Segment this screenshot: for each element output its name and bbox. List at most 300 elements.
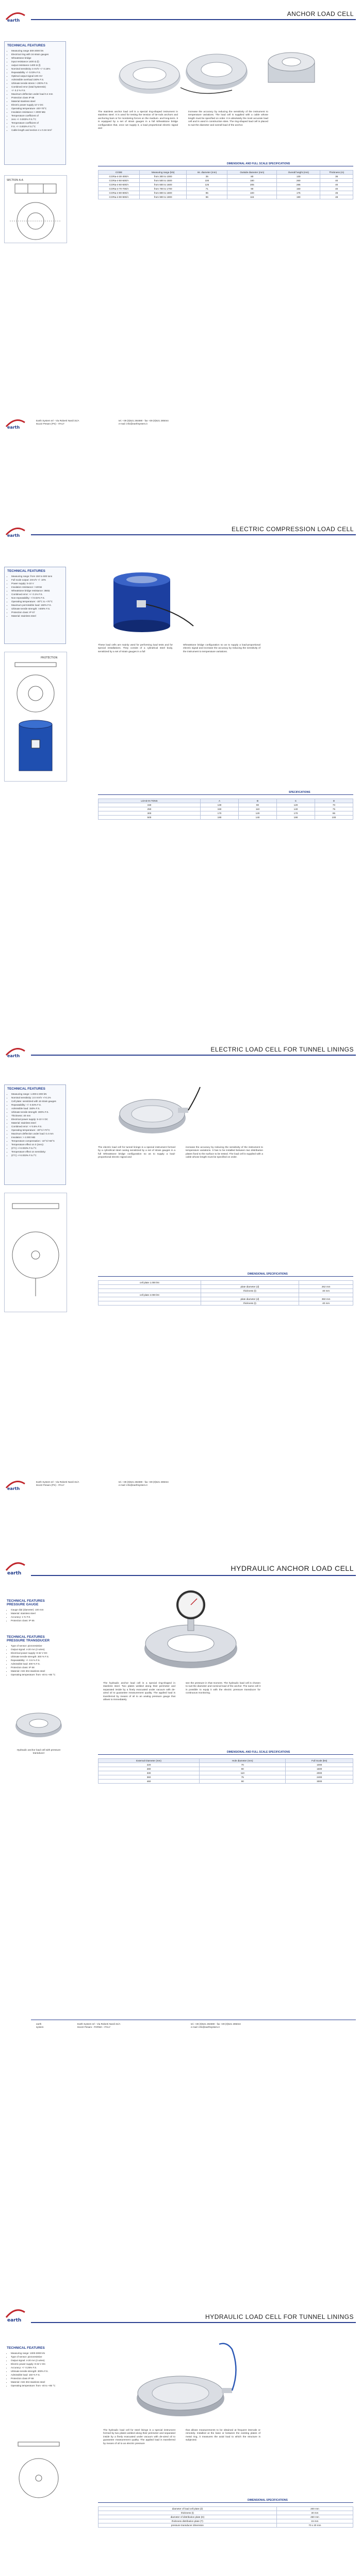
table-row <box>99 2511 353 2515</box>
table-cell: 75 <box>315 807 353 811</box>
table-cell: 100 <box>227 191 277 195</box>
table-cell: CCRta-4-80-800/A <box>99 191 140 195</box>
features-list <box>7 49 63 132</box>
table-cell: 120 <box>276 803 315 807</box>
table-cell: 170 <box>201 811 239 816</box>
table-cell: 2000 <box>286 1771 353 1775</box>
table-cell: from 500 to 1500 <box>139 179 186 183</box>
feature-item: • Insulation resistance: >10GΩ <box>11 585 63 589</box>
table-cell: 260 <box>277 179 320 183</box>
table-cell: 3000 <box>286 1780 353 1784</box>
drawing-label: PROTECTION <box>41 656 58 659</box>
svg-text:earth: earth <box>7 18 20 23</box>
table-cell <box>299 1281 353 1285</box>
table-header-cell: Outside diameter (mm) <box>227 171 277 175</box>
caption-rule <box>98 1754 353 1755</box>
description-column-2 <box>186 2429 260 2443</box>
feature-item: • Optimal output signal 100 mV <box>11 74 63 78</box>
table-cell <box>99 1285 201 1289</box>
description-text: It is equipped by a set of strain gauges in a full Wheatstone bridge configuration that, once we supply it, a load proportional electric signal and <box>98 117 178 130</box>
table-caption: DIMENSIONAL SPECIFICATIONS <box>248 2499 288 2502</box>
page-header <box>0 10 361 22</box>
feature-item: • Insulation: > 2.000 MΩ <box>11 1136 63 1139</box>
product-photo-tunnel-cell <box>113 1082 201 1139</box>
table-row <box>99 1775 353 1780</box>
description-text: that allows measurements to be obtained at frequent intervals or remotely. <box>186 2429 260 2435</box>
specification-table <box>98 1280 353 1306</box>
table-cell: 190 <box>276 816 315 820</box>
table-cell: 150 <box>277 187 320 191</box>
feature-item: • Temperature coefficient of <box>11 114 63 117</box>
table-header-cell: C <box>276 799 315 803</box>
table-header-cell: Int. diameter (mm) <box>187 171 227 175</box>
table-cell: 500 <box>99 816 201 820</box>
feature-item: • Wheatstone bridge <box>11 56 63 60</box>
table-cell: 120 <box>239 811 277 816</box>
description-text: It has to be installed between two distribution plates fixed to the surface to be tested. <box>186 1149 263 1156</box>
datasheet-page-hydraulic-tunnel-cell <box>0 2303 361 2576</box>
description-column-1 <box>98 111 178 130</box>
features-list <box>7 2351 63 2387</box>
table-cell: 2400 <box>286 1775 353 1780</box>
table-cell: 175 <box>277 191 320 195</box>
table-cell <box>201 1281 299 1285</box>
feature-item: • Material: AISI 304 stainless steel <box>11 1669 63 1673</box>
feature-item: • Protection class IP 68 <box>11 96 63 99</box>
table-cell: from 800 to 1800 <box>139 191 186 195</box>
technical-drawing-compression-cell <box>4 652 67 782</box>
table-cell: 130 <box>201 803 239 807</box>
description-text: The stainless anchor load cell is a special ring-shaped instrument in stainless steel. It is used for testing the tension of tie-rods anchors and anchoring bars or for monitoring forces on the medium- and long-term. <box>98 111 178 120</box>
table-caption: SPECIFICATIONS <box>289 791 310 794</box>
technical-features-box <box>4 41 66 165</box>
feature-item: • Output signal: 4-20 mA (2 wires) <box>11 1648 63 1651</box>
table-cell: 360 <box>99 1775 200 1780</box>
table-row <box>99 1763 353 1767</box>
table-header-cell: Overall height (mm) <box>277 171 320 175</box>
footer-address <box>77 2023 120 2029</box>
header-rule <box>31 19 356 20</box>
svg-text:earth: earth <box>7 2318 22 2323</box>
table-header-row <box>99 799 353 803</box>
page-title: HYDRAULIC LOAD CELL FOR TUNNEL LININGS <box>205 2313 354 2320</box>
footer-contacts <box>119 1481 169 1487</box>
feature-item: • Accuracy: +/- 0.25% F.S. <box>11 2366 63 2369</box>
table-cell: 40 mm <box>299 1301 353 1306</box>
drawing-label: SECTION A-A <box>7 179 24 182</box>
table-cell: 45 <box>320 191 353 195</box>
table-cell: 110 <box>239 807 277 811</box>
feature-item: • Electrical power supply: 5-10 V DC <box>11 1117 63 1121</box>
feature-item: • Repeatability: +/- 0.03% F.S. <box>11 1103 63 1107</box>
feature-item: • Ultimate tensile strength: >300% F.S. <box>11 607 63 611</box>
features-title: TECHNICAL FEATURES PRESSURE TRANSDUCER <box>7 1635 50 1642</box>
footer-email: e-mail: info@earthsystem.it <box>119 1484 147 1486</box>
feature-item: • Output signal: 4-20 mA (2 wires) <box>11 2359 63 2362</box>
feature-item: • Admissible load: 150% F.S. <box>11 1107 63 1110</box>
earth-system-logo <box>4 417 27 431</box>
table-cell: 1500 <box>286 1767 353 1771</box>
features-title: TECHNICAL FEATURES PRESSURE GAUGE <box>7 1599 45 1606</box>
pressure-gauge-features <box>4 1597 66 1628</box>
features-title: TECHNICAL FEATURES <box>7 2346 45 2350</box>
specification-table <box>98 1758 353 1784</box>
table-cell: CCRta-4-90-900/A <box>99 195 140 199</box>
table-cell <box>99 1297 201 1301</box>
description-text: The same cell it is possible to equip it with the electric pressure transducer for continuous monitoring. <box>186 1685 260 1695</box>
table-cell: 100 <box>315 816 353 820</box>
feature-item: • Admissible load: 200 % F.S. <box>11 1662 63 1666</box>
caption-rule <box>98 2502 353 2503</box>
feature-item: • Ultimate tensile strength: 300% F.S. <box>11 2369 63 2373</box>
feature-item: • F.S. +/- 0.003% F.S./°C <box>11 125 63 128</box>
footer-brand <box>36 2023 44 2029</box>
table-cell: 40 <box>320 187 353 191</box>
table-cell: from 600 to 1600 <box>139 183 186 187</box>
table-cell: 285 <box>277 183 320 187</box>
description-column-2 <box>183 644 260 654</box>
table-cell: thickness (t) <box>201 1289 299 1293</box>
table-row <box>99 195 353 199</box>
table-row <box>99 803 353 807</box>
page-header <box>0 526 361 537</box>
feature-item: • Maximum deflection under load: 0.4 mm <box>11 1132 63 1136</box>
table-cell: pressure transducer dimension <box>99 2523 277 2528</box>
feature-item: • Temperature effect on sensitivity: <box>11 1150 63 1154</box>
feature-item: • Measuring range: from 150 to 600 tons <box>11 574 63 578</box>
table-cell: 130 <box>277 175 320 179</box>
table-cell: from 900 to 1900 <box>139 195 186 199</box>
description-text: These load cells are mainly used for performing load tests and for special installations. <box>98 644 173 650</box>
page-footer <box>0 2020 361 2035</box>
table-row <box>99 179 353 183</box>
table-caption: DIMENSIONAL AND FULL SCALE SPECIFICATIONS <box>227 162 290 165</box>
footer-phone: tel. +39 (0)521 284690 - fax +39 (0)521 285044 <box>119 419 169 422</box>
specification-table <box>98 799 353 820</box>
table-cell: cell plate 1.000 kN <box>99 1281 201 1285</box>
table-header-row <box>99 1759 353 1763</box>
table-cell: 90 <box>227 187 277 191</box>
features-title: TECHNICAL FEATURES <box>7 569 45 573</box>
table-row <box>99 187 353 191</box>
table-cell: 85 <box>315 811 353 816</box>
page-title: ANCHOR LOAD CELL <box>287 10 354 18</box>
description-text: see the pressure in that moment. <box>186 1682 223 1685</box>
table-cell: 220 <box>99 1763 200 1767</box>
product-photo-compression-cell <box>98 564 196 636</box>
technical-drawing-anchor-cell <box>4 175 67 243</box>
feature-item: • Temperature effect on 0 (zero): <box>11 1143 63 1146</box>
features-title: TECHNICAL FEATURES <box>7 44 45 47</box>
table-row <box>99 2515 353 2519</box>
table-cell: 90 <box>200 1767 286 1771</box>
table-cell: 40 <box>320 183 353 187</box>
product-photo-anchor-cells <box>98 41 356 103</box>
page-header <box>0 1566 361 1578</box>
table-cell: 200 mm <box>276 2507 353 2511</box>
feature-item: • Nominal sensitivity 2 mV/V +/- 0.15% <box>11 67 63 71</box>
table-row <box>99 2519 353 2523</box>
footer-brand-sub: system <box>36 2026 44 2028</box>
table-cell: plate diameter (d) <box>201 1297 299 1301</box>
table-cell: 80 <box>227 175 277 179</box>
table-cell: 280 <box>99 1767 200 1771</box>
table-header-cell: LOAD IN TONS <box>99 799 201 803</box>
table-cell <box>99 1289 201 1293</box>
page-title: ELECTRIC COMPRESSION LOAD CELL <box>231 526 354 533</box>
page-title: HYDRAULIC ANCHOR LOAD CELL <box>231 1564 354 1572</box>
table-cell: 1000 <box>286 1763 353 1767</box>
specification-table <box>98 2506 353 2528</box>
feature-item: • Operating temperature: -30°C/+70°C <box>11 1128 63 1132</box>
technical-drawing-hydraulic-tunnel-cell <box>13 2437 64 2514</box>
table-cell: 250 <box>99 807 201 811</box>
table-header-cell: Thickness (m) <box>320 171 353 175</box>
table-cell: 100 <box>187 179 227 183</box>
description-text: Installed at the base or between the existing plates of metal ring, it measures the axial load to which the structure is subjected. <box>186 2432 260 2442</box>
svg-text:earth: earth <box>7 1571 22 1576</box>
feature-item: • Electrical power supply: 8-32 V DC <box>11 1651 63 1655</box>
feature-item: • output resistance 1400 Ω (l) <box>11 63 63 67</box>
table-cell: 260 mm <box>276 2515 353 2519</box>
svg-text:earth: earth <box>7 1486 20 1491</box>
table-row <box>99 1289 353 1293</box>
table-row <box>99 1297 353 1301</box>
table-cell: 90 <box>200 1780 286 1784</box>
caption-rule <box>98 1276 353 1277</box>
table-cell: CCRta-4-70-700/A <box>99 187 140 191</box>
description-text: The applied load is transferred by means of oil to an electric pressure <box>103 2439 176 2445</box>
table-row <box>99 1771 353 1775</box>
footer-address <box>36 419 79 426</box>
header-rule <box>31 1575 356 1576</box>
table-cell: 36 <box>320 175 353 179</box>
feature-item: • Electric power supply: 8-32 V DC <box>11 2362 63 2366</box>
description-text: Wheatstone bridge configuration so as to supply a load-proportional electric signal and increase the accuracy by reducing the sensitivity of the instrument to temperature variations. <box>183 644 260 653</box>
table-cell: diameter of load cell plate (d) <box>99 2507 277 2511</box>
datasheet-page-compression-load-cell <box>0 515 361 979</box>
table-cell: 70 <box>315 803 353 807</box>
feature-item: • Wheatstone bridge resistance: 350Ω <box>11 589 63 592</box>
table-cell: 140 <box>239 816 277 820</box>
feature-item: • +/- 0.2 % F.S. <box>11 89 63 92</box>
feature-item: • Cell plate: sensitized with 16 strain gauges <box>11 1099 63 1103</box>
feature-item: • Gauge dial (diameter): 100 mm <box>11 1608 63 1612</box>
table-cell: 300 <box>99 811 201 816</box>
table-cell: 460 <box>99 1780 200 1784</box>
table-cell <box>201 1293 299 1297</box>
feature-item: • Maximum permissible load: 150% F.S. <box>11 603 63 607</box>
feature-item: • Temperature compensation: -10°C/+60°C <box>11 1139 63 1143</box>
description-text: The applied load is transferred by means of oil to an analog pressure gauge that allows to immediately <box>103 1692 176 1702</box>
table-header-cell: Full Scale (kN) <box>286 1759 353 1763</box>
description-column-1 <box>98 1146 175 1160</box>
earth-system-logo <box>4 1557 27 1578</box>
feature-item: • Ultimate tensile strength: 300 % F.S. <box>11 1655 63 1658</box>
svg-text:earth: earth <box>7 425 20 430</box>
earth-system-logo <box>4 1046 27 1059</box>
page-header <box>0 2313 361 2325</box>
description-text: The hydraulic anchor load cell is a special ring-shaped in stainless steel. Two plates welded along their perimeter and separated inside by a finely evacuated under vacuum with de-aired oil to guarantee measurement quality. <box>103 1682 175 1695</box>
datasheet-page-hydraulic-anchor-cell <box>0 1556 361 2040</box>
feature-item: • Admissible overload 150% F.S. <box>11 78 63 81</box>
table-cell: 30 mm <box>276 2511 353 2515</box>
feature-item: • (0°C) +/-0.003% F.S./°C <box>11 1154 63 1157</box>
table-row <box>99 811 353 816</box>
page-header <box>0 1046 361 1057</box>
features-list <box>7 574 63 618</box>
svg-text:earth: earth <box>7 1054 20 1058</box>
table-cell: 115 <box>227 195 277 199</box>
table-caption: DIMENSIONAL AND FULL SCALE SPECIFICATIONS <box>227 1751 290 1754</box>
description-text: increase the accuracy by reducing the sensitivity of the instrument to temperature variations. <box>188 111 268 117</box>
table-header-cell: A <box>201 799 239 803</box>
table-cell: 40 mm <box>299 1289 353 1293</box>
feature-item: • Ultimate tensile strength: 300% F.S. <box>11 1110 63 1114</box>
technical-drawing-tunnel-cell <box>4 1193 67 1312</box>
table-cell: 71 <box>187 187 227 191</box>
footer-contacts <box>191 2023 241 2029</box>
feature-item: • Operating temperature: from -40 to +85 °C <box>11 2384 63 2387</box>
feature-item: • Repeatability +/- 0.03% F.S. <box>11 71 63 74</box>
page-footer <box>0 1479 361 1494</box>
feature-item: • input resistance 1400 Ω (l) <box>11 60 63 63</box>
description-text: The electric load cell for tunnel linings is a special instrument formed by a cylindrical steel casing sensitized by a set of strain gauges in a full Wheatstone bridge configuration so as to supply a load-proportional electric signal and <box>98 1146 175 1159</box>
description-text: The load cell is supplied with a cable whose length must be specified on order. <box>186 1153 263 1159</box>
table-cell: 350 mm <box>299 1297 353 1301</box>
feature-item: • Non-repeatability: +/-0.02% F.S. <box>11 596 63 600</box>
table-row <box>99 1285 353 1289</box>
description-text: They consist of a cylindrical steel body, sensitized by a set of strain gauges in a full <box>98 647 173 653</box>
table-cell: thickness (t) <box>99 2511 277 2515</box>
feature-item: • Combined error (total hysteresis) <box>11 85 63 89</box>
features-list <box>7 1608 63 1622</box>
table-cell: 35 <box>187 175 227 179</box>
table-cell: 205 <box>227 183 277 187</box>
table-cell: thickness distribution plate (T) <box>99 2519 277 2523</box>
feature-item: • Power supply: 5-10 V <box>11 582 63 585</box>
footer-email: e-mail: info@earthsystem.it <box>191 2026 220 2028</box>
feature-item: • Combined error: +/- 0.1% F.S. <box>11 592 63 596</box>
table-cell: plate diameter (d) <box>201 1285 299 1289</box>
table-row <box>99 183 353 187</box>
header-rule <box>31 2322 356 2323</box>
footer-contacts <box>119 419 169 426</box>
footer-company: Earth System srl - Via Roberti Nardi 31/A <box>77 2023 121 2025</box>
caption-rule <box>98 794 353 795</box>
feature-item: • Nominal sensitivity: 2.0 mV/V +/-0.1% <box>11 1096 63 1099</box>
table-cell <box>299 1293 353 1297</box>
description-column-2 <box>188 111 268 127</box>
footer-company: Earth System srl - Via Roberti Nardi 31/A <box>36 419 79 422</box>
feature-item: • Measuring range: 1000-3000 kN <box>11 2351 63 2355</box>
table-cell: 96 <box>187 195 227 199</box>
earth-system-logo <box>4 1479 27 1492</box>
description-text: The hydraulic load cell for steel linings is a special instrument formed by two plates welded along their perimeter and separated inside by a finely evacuated under vacuum with de-aired oil to guarantee measurement quality. <box>103 2429 175 2442</box>
description-column-1 <box>103 2429 175 2446</box>
table-cell: 75 <box>200 1775 286 1780</box>
page-footer <box>0 417 361 433</box>
table-header-cell: CODE <box>99 171 140 175</box>
page-title: ELECTRIC LOAD CELL FOR TUNNEL LININGS <box>210 1046 354 1053</box>
description-column-1 <box>98 644 173 654</box>
photo-caption: Hydraulic anchor load cell with pressure transducer <box>17 1749 61 1755</box>
table-cell: 110 <box>200 1771 286 1775</box>
description-column-2 <box>186 1146 263 1160</box>
feature-item: • Material stainless steel <box>11 99 63 103</box>
table-cell: 330 <box>99 1771 200 1775</box>
table-cell: 15 mm <box>276 2519 353 2523</box>
description-column-2 <box>186 1682 260 1696</box>
description-text: The hydraulic load cell is chosen to suit the diameter and nominal load of the anchor. <box>186 1682 260 1688</box>
table-header-cell: External Diameter (mm) <box>99 1759 200 1763</box>
feature-item: • Protection class: IP 67 <box>11 611 63 614</box>
earth-system-logo <box>4 526 27 539</box>
feature-item: • Protection class: IP 65 <box>11 1619 63 1622</box>
feature-item: • Material: stainless steel <box>11 1121 63 1125</box>
footer-city: 61122 Pesaro (PS) - ITALY <box>36 1484 64 1486</box>
table-cell: thickness (t) <box>201 1301 299 1306</box>
feature-item: • Material: stainless steel <box>11 1612 63 1615</box>
feature-item: • Type of sensor: piezoresistive <box>11 1644 63 1648</box>
table-header-row <box>99 171 353 175</box>
description-text: The load cell is supplied with a cable whose length must be specified on order. <box>188 114 269 120</box>
table-cell: 140 <box>276 807 315 811</box>
table-row <box>99 2507 353 2511</box>
feature-item: • Material: AISI 304 stainless steel <box>11 2380 63 2384</box>
description-text: It is absolutely the most accurate load cell and is used in construction sites. <box>188 117 268 124</box>
footer-phone: tel. +39 (0)521 284690 - fax +39 (0)521 285044 <box>191 2023 241 2025</box>
table-row <box>99 807 353 811</box>
footer-phone: tel. +39 (0)521 284690 - fax +39 (0)521 285044 <box>119 1481 169 1483</box>
pressure-transducer-features <box>4 1633 66 1692</box>
table-cell: CCRta-4-50-500/A <box>99 179 140 183</box>
table-row <box>99 1301 353 1306</box>
table-cell <box>99 1301 201 1306</box>
technical-features-box <box>4 1084 66 1185</box>
feature-item: • Thickness: 40 mm <box>11 1114 63 1117</box>
footer-company: Earth System srl - Via Roberti Nardi 31/A <box>36 1481 79 1483</box>
datasheet-page-tunnel-load-cell <box>0 1036 361 1510</box>
earth-system-logo <box>4 2304 27 2325</box>
product-photo-hydraulic-anchor-cell <box>139 1584 242 1672</box>
table-row <box>99 1293 353 1297</box>
feature-item: • Combined error: +/-0.5% F.S. <box>11 1125 63 1128</box>
product-photo-small-hydraulic-cell <box>10 1700 67 1747</box>
feature-item: • Measuring range 300-2000 kN <box>11 49 63 53</box>
table-row <box>99 1767 353 1771</box>
feature-item: • Operating temperature: -30°C to +70°C <box>11 600 63 603</box>
feature-item: • Full scale output: 2mV/V +/- 10% <box>11 578 63 582</box>
table-cell: 262 mm <box>299 1285 353 1289</box>
product-photo-hydraulic-tunnel-cell <box>129 2339 248 2421</box>
feature-item: • Maximum deflection under load 0.4 mm <box>11 92 63 96</box>
feature-item: • Operating temperature: from -40 to +85 °C <box>11 1673 63 1676</box>
feature-item: • Protection class: IP 68 <box>11 1666 63 1669</box>
table-cell: 70 <box>200 1763 286 1767</box>
svg-text:earth: earth <box>7 533 20 538</box>
table-cell: 90 <box>239 803 277 807</box>
feature-item: • Protection class IP 68 <box>11 2377 63 2380</box>
table-cell: 150 <box>99 803 201 807</box>
feature-item: • Insulation resistance > 2000 MΩ <box>11 110 63 114</box>
table-cell: CCRta-4-60-600/A <box>99 183 140 187</box>
table-row <box>99 175 353 179</box>
feature-item: • Cable length and section 4 x 0.34 mm² <box>11 128 63 132</box>
footer-address <box>36 1481 79 1487</box>
feature-item: • Ultimate tensile stress > 200% F.S. <box>11 81 63 85</box>
feature-item: • Electric power supply 10 V DC <box>11 103 63 107</box>
